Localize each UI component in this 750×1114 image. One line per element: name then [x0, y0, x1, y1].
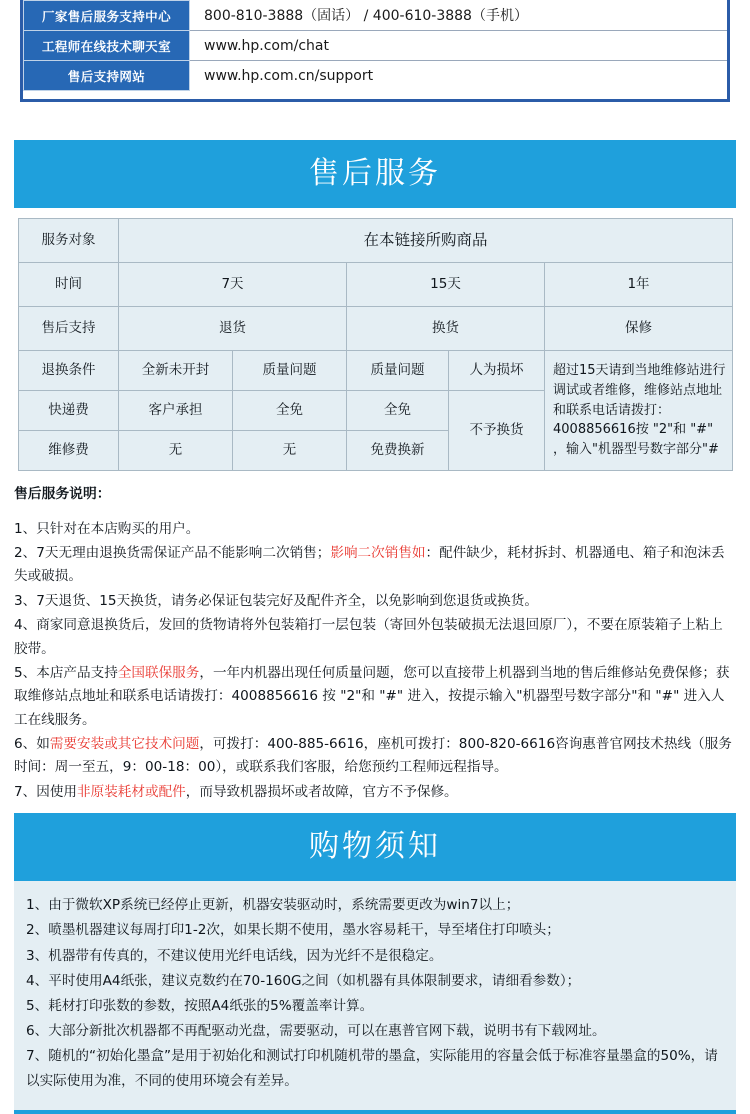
contact-label-support-site: 售后支持网站 [24, 61, 190, 91]
contact-table [23, 0, 727, 91]
note-2-pre: 2、7天无理由退换货需保证产品不能影响二次销售； [14, 545, 331, 562]
cell-service-object-value: 在本链接所购商品 [119, 219, 733, 263]
note-5-post: ，一年内机器出现任何质量问题，您可以直接带上机器到当地的售后维修站免费保修；获取维修站点地址和联系电话请拨打：4008856616 按 "2"和 "#" 进入，按提示输入"机器型号数字部分"和 "#" 进入人工在线服务。 [14, 664, 730, 728]
contact-value-support-center: 800-810-3888（固话） / 400-610-3888（手机） [190, 1, 727, 31]
cell-support-return: 退货 [119, 307, 347, 351]
note-5-red: 全国联保服务 [117, 664, 200, 681]
after-sales-notes [14, 483, 736, 804]
cell-duration-label: 时间 [19, 263, 119, 307]
cell-shipping-label: 快递费 [19, 391, 119, 431]
note-6-post: ，可拨打：400-885-6616，座机可拨打：800-820-6616咨询惠普官网技术热线（服务时间：周一至五，9：00-18：00），或联系我们客服，给您预约工程师远程指导。 [14, 736, 732, 776]
table-row-support-type [19, 307, 733, 351]
table-row-duration [19, 263, 733, 307]
note-6-pre: 6、如 [14, 736, 50, 753]
note-7-post: ，而导致机器损坏或者故障，官方不予保修。 [185, 783, 458, 800]
shopping-notice-item-4: 4、平时使用A4纸张，建议克数约在70-160G之间（如机器有具体限制要求，请细看参数）； [26, 972, 581, 989]
cell-support-label: 售后支持 [19, 307, 119, 351]
cell-conditions-label: 退换条件 [19, 351, 119, 391]
note-item-5 [14, 662, 736, 732]
cell-shipping-free-2: 全免 [347, 391, 449, 431]
note-6-red: 需要安装或其它技术问题 [49, 736, 200, 753]
cell-service-object-label: 服务对象 [19, 219, 119, 263]
note-item-3 [14, 590, 736, 613]
cell-condition-human-damage: 人为损坏 [449, 351, 545, 391]
cell-repair-label: 维修费 [19, 431, 119, 471]
cell-repair-free-replace: 免费换新 [347, 431, 449, 471]
cell-condition-quality-2: 质量问题 [347, 351, 449, 391]
bottom-accent-rule [14, 1110, 736, 1114]
note-item-2 [14, 542, 736, 589]
note-7-pre: 7、因使用 [14, 783, 78, 800]
section-banner-shopping-notice: 购物须知 [14, 813, 736, 881]
shopping-notice-item-7: 7、随机的“初始化墨盒”是用于初始化和测试打印机随机带的墨盒，实际能用的容量会低于标准容量墨盒的50%，请以实际使用为准，不同的使用环境会有差异。 [26, 1048, 718, 1089]
after-sales-policy-table [18, 218, 733, 471]
contact-value-chat-room[interactable]: www.hp.com/chat [190, 31, 727, 61]
contact-label-support-center: 厂家售后服务支持中心 [24, 1, 190, 31]
cell-support-warranty: 保修 [545, 307, 733, 351]
shopping-notice-item-2: 2、喷墨机器建议每周打印1-2次，如果长期不使用，墨水容易耗干，导至堵住打印喷头； [26, 922, 560, 939]
note-2-post: ：配件缺少，耗材拆封、机器通电、箱子和泡沫丢失或破损。 [14, 545, 725, 585]
shopping-notice-item-1: 1、由于微软XP系统已经停止更新，机器安装驱动时，系统需要更改为win7以上； [26, 897, 520, 914]
note-item-6 [14, 733, 736, 780]
table-row-conditions [19, 351, 733, 391]
shopping-notice-item-6: 6、大部分新批次机器都不再配驱动光盘，需要驱动，可以在惠普官网下载，说明书有下载网址。 [26, 1023, 606, 1040]
cell-duration-7days: 7天 [119, 263, 347, 307]
cell-shipping-customer: 客户承担 [119, 391, 233, 431]
note-4-pre: 4、商家同意退换货后，发回的货物请将外包装箱打一层包装（寄回外包装破损无法退回原厂），不要在原装箱子上粘上胶带。 [14, 617, 723, 657]
after-sales-policy-table-wrap [18, 218, 732, 471]
cell-shipping-free-1: 全免 [233, 391, 347, 431]
cell-duration-15days: 15天 [347, 263, 545, 307]
section-banner-after-sales: 售后服务 [14, 140, 736, 208]
cell-condition-quality-1: 质量问题 [233, 351, 347, 391]
cell-condition-unopened: 全新未开封 [119, 351, 233, 391]
table-row [24, 1, 727, 31]
after-sales-notes-heading: 售后服务说明： [14, 486, 111, 502]
cell-repair-none-1: 无 [119, 431, 233, 471]
cell-repair-none-2: 无 [233, 431, 347, 471]
note-item-7 [14, 781, 736, 804]
section-spacer-2 [0, 805, 750, 813]
note-1-pre: 1、只针对在本店购买的用户。 [14, 520, 200, 537]
table-row [24, 61, 727, 91]
note-3-pre: 3、7天退货、15天换货，请务必保证包装完好及配件齐全，以免影响到您退货或换货。 [14, 592, 538, 609]
note-7-red: 非原装耗材或配件 [77, 783, 186, 800]
cell-repair-station-note: 超过15天请到当地维修站进行调试或者维修，维修站点地址和联系电话请拨打：4008856616按 "2"和 "#" ，输入"机器型号数字部分"# [545, 351, 733, 471]
table-row [24, 31, 727, 61]
manufacturer-contact-table [20, 0, 730, 102]
note-item-4 [14, 614, 736, 661]
shopping-notice-item-3: 3、机器带有传真的，不建议使用光纤电话线，因为光纤不是很稳定。 [26, 947, 443, 964]
shopping-notice-item-5: 5、耗材打印张数的参数，按照A4纸张的5%覆盖率计算。 [26, 997, 374, 1014]
cell-duration-1year: 1年 [545, 263, 733, 307]
table-row-service-object [19, 219, 733, 263]
cell-support-exchange: 换货 [347, 307, 545, 351]
shopping-notice-body [14, 881, 736, 1110]
contact-value-support-site[interactable]: www.hp.com.cn/support [190, 61, 727, 91]
note-5-pre: 5、本店产品支持 [14, 664, 118, 681]
note-2-red: 影响二次销售如 [330, 545, 426, 562]
section-spacer [0, 102, 750, 140]
contact-label-chat-room: 工程师在线技术聊天室 [24, 31, 190, 61]
cell-no-exchange: 不予换货 [449, 391, 545, 471]
note-item-1 [14, 518, 736, 541]
